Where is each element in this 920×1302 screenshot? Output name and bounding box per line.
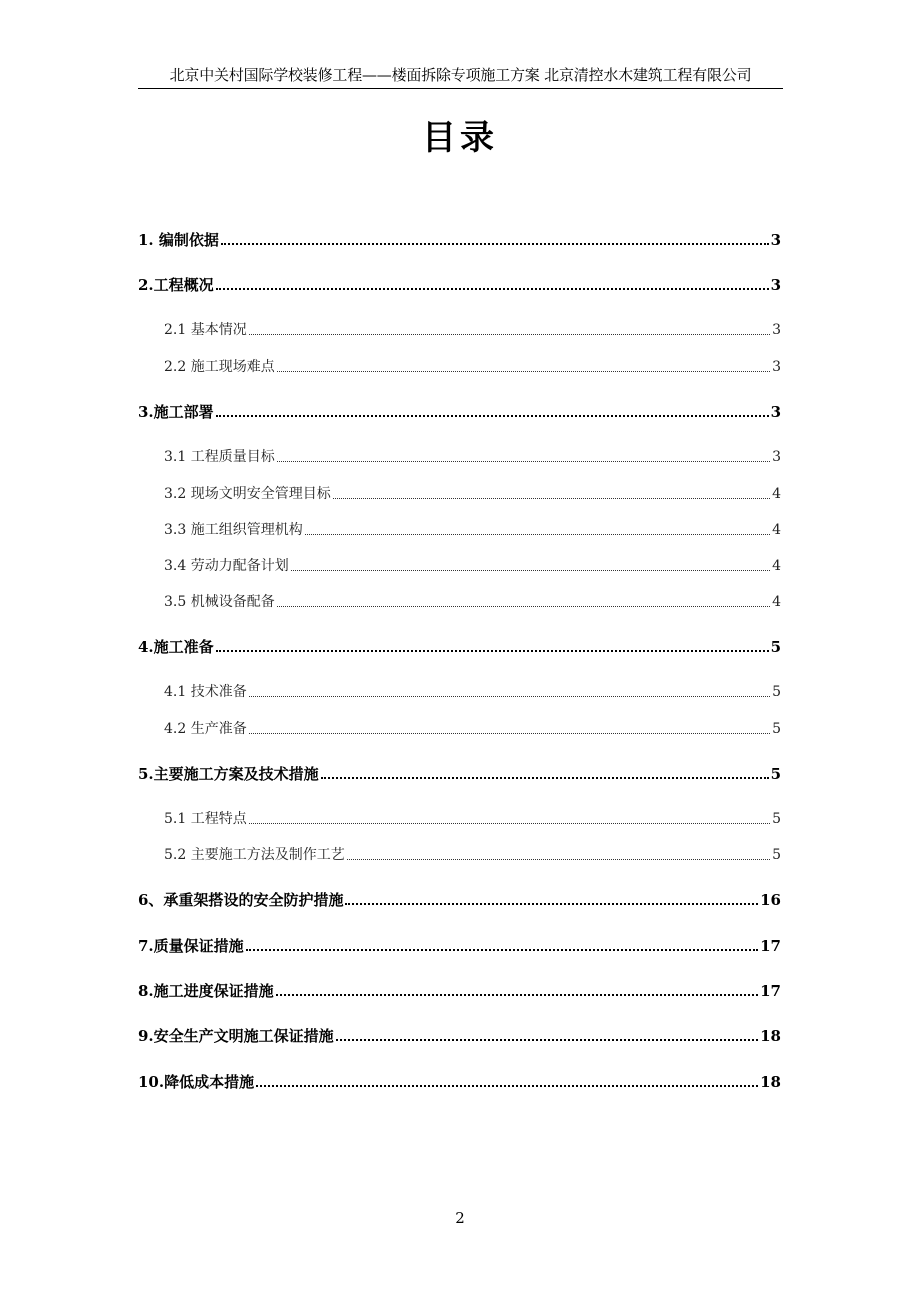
toc-entry-page: 5 — [772, 721, 781, 737]
toc-entry-page: 4 — [772, 558, 781, 574]
toc-dot-leader — [277, 371, 770, 372]
toc-dot-leader — [276, 994, 758, 996]
toc-dot-leader — [249, 696, 770, 697]
toc-entry-label: 4.施工准备 — [138, 638, 214, 656]
toc-dot-leader — [216, 650, 769, 652]
toc-entry-label: 3.1 工程质量目标 — [164, 449, 275, 465]
toc-dot-leader — [221, 243, 769, 245]
toc-entry-page: 4 — [772, 522, 781, 538]
toc-entry-3-3[interactable] — [138, 516, 781, 540]
toc-dot-leader — [277, 461, 770, 462]
toc-entry-3[interactable] — [138, 398, 781, 422]
toc-entry-1[interactable] — [138, 226, 781, 250]
toc-entry-3-1[interactable] — [138, 443, 781, 467]
toc-entry-3-2[interactable] — [138, 480, 781, 504]
toc-entry-page: 3 — [770, 276, 781, 294]
toc-dot-leader — [347, 859, 770, 860]
toc-dot-leader — [321, 777, 769, 779]
toc-entry-page: 17 — [760, 937, 781, 955]
toc-entry-label: 7.质量保证措施 — [138, 937, 244, 955]
toc-entry-label: 5.主要施工方案及技术措施 — [138, 765, 319, 783]
page-number: 2 — [455, 1209, 465, 1227]
toc-entry-6[interactable] — [138, 886, 781, 910]
toc-entry-page: 3 — [772, 359, 781, 375]
toc-entry-5[interactable] — [138, 760, 781, 784]
toc-entry-page: 18 — [760, 1027, 781, 1045]
toc-entry-7[interactable] — [138, 932, 781, 956]
toc-entry-label: 9.安全生产文明施工保证措施 — [138, 1027, 334, 1045]
toc-entry-page: 3 — [770, 403, 781, 421]
toc-entry-label: 3.4 劳动力配备计划 — [164, 558, 289, 574]
toc-dot-leader — [291, 570, 770, 571]
toc-entry-label: 3.2 现场文明安全管理目标 — [164, 486, 331, 502]
toc-entry-label: 3.3 施工组织管理机构 — [164, 522, 303, 538]
toc-entry-label: 10.降低成本措施 — [138, 1073, 255, 1091]
toc-entry-label: 1. 编制依据 — [138, 231, 219, 249]
toc-dot-leader — [216, 288, 769, 290]
toc-entry-page: 5 — [772, 684, 781, 700]
toc-entry-2-1[interactable] — [138, 316, 781, 340]
toc-entry-label: 3.5 机械设备配备 — [164, 594, 275, 610]
toc-entry-page: 3 — [772, 322, 781, 338]
toc-entry-page: 5 — [772, 847, 781, 863]
toc-dot-leader — [216, 415, 769, 417]
toc-dot-leader — [336, 1039, 758, 1041]
toc-dot-leader — [249, 733, 770, 734]
toc-entry-4[interactable] — [138, 633, 781, 657]
toc-dot-leader — [333, 498, 770, 499]
toc-dot-leader — [277, 606, 770, 607]
toc-entry-label: 2.1 基本情况 — [164, 322, 247, 338]
toc-dot-leader — [246, 949, 758, 951]
toc-entry-2[interactable] — [138, 271, 781, 295]
toc-entry-9[interactable] — [138, 1022, 781, 1046]
toc-dot-leader — [305, 534, 770, 535]
toc-dot-leader — [256, 1085, 758, 1087]
toc-entry-label: 2.工程概况 — [138, 276, 214, 294]
toc-entry-page: 18 — [760, 1073, 781, 1091]
toc-entry-5-1[interactable] — [138, 805, 781, 829]
toc-entry-3-5[interactable] — [138, 588, 781, 612]
toc-entry-page: 3 — [770, 231, 781, 249]
toc-entry-page: 4 — [772, 594, 781, 610]
toc-entry-page: 5 — [772, 811, 781, 827]
toc-entry-label: 8.施工进度保证措施 — [138, 982, 274, 1000]
toc-entry-5-2[interactable] — [138, 841, 781, 865]
toc-entry-2-2[interactable] — [138, 353, 781, 377]
toc-dot-leader — [249, 334, 770, 335]
toc-entry-label: 6、承重架搭设的安全防护措施 — [138, 891, 344, 909]
toc-entry-10[interactable] — [138, 1068, 781, 1092]
toc-dot-leader — [345, 903, 758, 905]
toc-entry-page: 5 — [770, 765, 781, 783]
running-header: 北京中关村国际学校装修工程——楼面拆除专项施工方案 北京清控水木建筑工程有限公司 — [169, 66, 752, 84]
toc-entry-page: 5 — [770, 638, 781, 656]
toc-entry-page: 3 — [772, 449, 781, 465]
toc-entry-4-2[interactable] — [138, 715, 781, 739]
toc-entry-label: 2.2 施工现场难点 — [164, 359, 275, 375]
toc-entry-label: 4.2 生产准备 — [164, 721, 247, 737]
toc-entry-label: 5.1 工程特点 — [164, 811, 247, 827]
toc-entry-4-1[interactable] — [138, 678, 781, 702]
toc-entry-label: 3.施工部署 — [138, 403, 214, 421]
toc-entry-label: 5.2 主要施工方法及制作工艺 — [164, 847, 345, 863]
toc-dot-leader — [249, 823, 770, 824]
toc-entry-label: 4.1 技术准备 — [164, 684, 247, 700]
toc-entry-3-4[interactable] — [138, 552, 781, 576]
toc-entry-8[interactable] — [138, 977, 781, 1001]
toc-entry-page: 4 — [772, 486, 781, 502]
toc-entry-page: 16 — [760, 891, 781, 909]
toc-entry-page: 17 — [760, 982, 781, 1000]
page-title: 目录 — [422, 118, 498, 158]
